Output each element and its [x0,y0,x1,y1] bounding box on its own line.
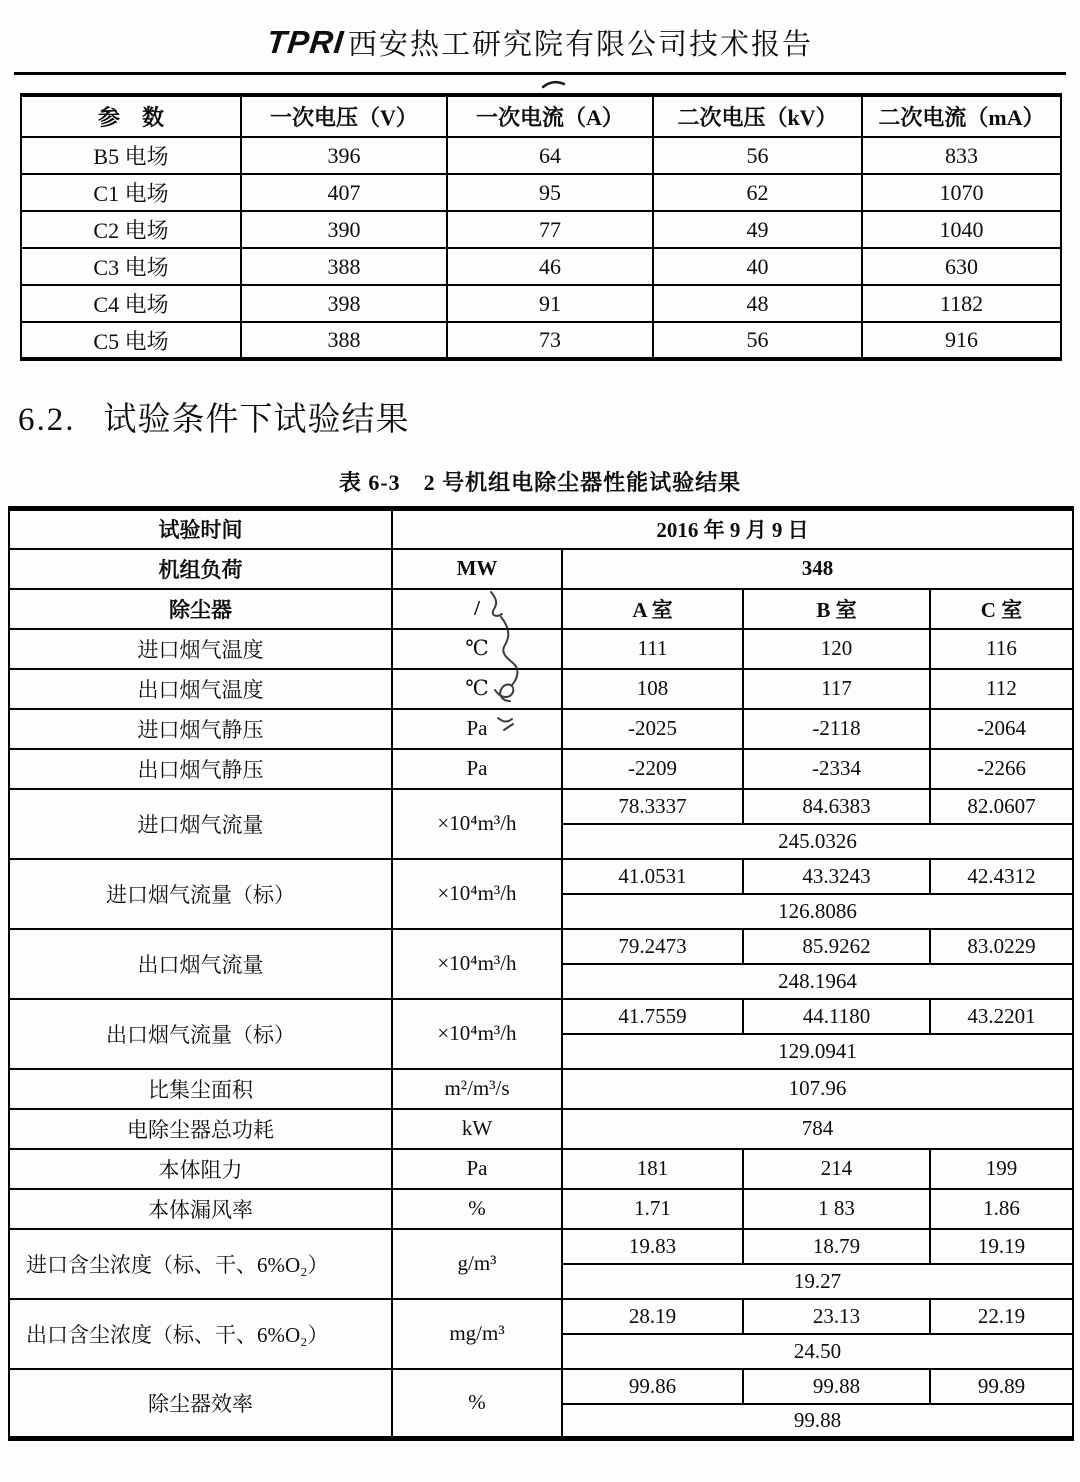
param-label: 本体阻力 [9,1149,392,1189]
param-label: 进口烟气静压 [9,709,392,749]
value-cell: 1182 [862,285,1061,322]
table-row [9,999,1073,1034]
value-cell: 43.3243 [743,859,930,894]
value-cell: 19.19 [930,1229,1073,1264]
param-label: 出口烟气静压 [9,749,392,789]
table-row [21,211,1061,248]
value-cell: 23.13 [743,1299,930,1334]
value-cell: 41.7559 [562,999,743,1034]
value-cell: 49 [653,211,862,248]
param-label: 机组负荷 [9,549,392,589]
value-cell: 107.96 [562,1069,1073,1109]
value-cell: 630 [862,248,1061,285]
unit-cell: ℃ [392,669,562,709]
total-cell: 126.8086 [562,894,1073,929]
value-cell: 398 [241,285,447,322]
value-cell: 79.2473 [562,929,743,964]
param-label: 出口烟气流量（标） [9,999,392,1069]
value-cell: 48 [653,285,862,322]
value-cell: 77 [447,211,653,248]
value-cell: 46 [447,248,653,285]
value-cell: 833 [862,137,1061,174]
param-label: 出口烟气流量 [9,929,392,999]
value-cell: -2118 [743,709,930,749]
param-label: 出口含尘浓度（标、干、6%O₂） [9,1299,392,1369]
table1-header-primary-current: 一次电流（A） [447,95,653,137]
power-supply-table [20,93,1062,361]
value-cell: 120 [743,629,930,669]
value-cell: 95 [447,174,653,211]
value-cell: 1070 [862,174,1061,211]
table1-header-param: 参 数 [21,95,241,137]
table-row [9,1109,1073,1149]
section-number: 6.2. [18,402,76,438]
table-row [9,1369,1073,1404]
total-cell: 248.1964 [562,964,1073,999]
value-cell: 99.89 [930,1369,1073,1404]
value-cell: 1.86 [930,1189,1073,1229]
unit-cell: / [392,589,562,629]
param-label: 进口烟气流量 [9,789,392,859]
value-cell: 43.2201 [930,999,1073,1034]
tpri-logo: TPRI [265,24,346,60]
field-label: C3 电场 [21,248,241,285]
table-row [9,1069,1073,1109]
table-row [9,1299,1073,1334]
table1-header-row [21,95,1061,137]
table1-header-primary-voltage: 一次电压（V） [241,95,447,137]
value-cell: 64 [447,137,653,174]
unit-cell: ℃ [392,629,562,669]
param-label: 进口烟气流量（标） [9,859,392,929]
value-cell: 82.0607 [930,789,1073,824]
unit-cell: Pa [392,749,562,789]
value-cell: 390 [241,211,447,248]
table-row [9,1229,1073,1264]
unit-cell: mg/m³ [392,1299,562,1369]
value-cell: 784 [562,1109,1073,1149]
value-cell: 116 [930,629,1073,669]
value-cell: -2025 [562,709,743,749]
table-row [9,1149,1073,1189]
unit-cell: ×10⁴m³/h [392,929,562,999]
value-cell: 28.19 [562,1299,743,1334]
param-label: 电除尘器总功耗 [9,1109,392,1149]
table-row [9,789,1073,824]
results-table [8,506,1074,1441]
total-cell: 99.88 [562,1404,1073,1439]
value-cell: 99.88 [743,1369,930,1404]
param-label: 进口烟气温度 [9,629,392,669]
unit-cell: % [392,1189,562,1229]
param-label: 除尘器 [9,589,392,629]
table-row [9,549,1073,589]
chamber-a-header: A 室 [562,589,743,629]
table-row [21,322,1061,359]
value-cell: 56 [653,322,862,359]
unit-cell: g/m³ [392,1229,562,1299]
value-cell: 2016 年 9 月 9 日 [392,509,1073,549]
value-cell: 348 [562,549,1073,589]
value-cell: 214 [743,1149,930,1189]
total-cell: 129.0941 [562,1034,1073,1069]
value-cell: -2266 [930,749,1073,789]
value-cell: 56 [653,137,862,174]
unit-cell: % [392,1369,562,1439]
table1-header-secondary-voltage: 二次电压（kV） [653,95,862,137]
value-cell: 41.0531 [562,859,743,894]
section-title: 试验条件下试验结果 [103,402,410,438]
value-cell: 1.71 [562,1189,743,1229]
scan-tilde-mark [543,82,564,87]
value-cell: 199 [930,1149,1073,1189]
table-row [9,1189,1073,1229]
value-cell: 181 [562,1149,743,1189]
total-cell: 24.50 [562,1334,1073,1369]
table-row [9,629,1073,669]
table2-caption: 表 6-3 2 号机组电除尘器性能试验结果 [338,470,742,495]
unit-cell: ×10⁴m³/h [392,859,562,929]
value-cell: 40 [653,248,862,285]
table-row [9,509,1073,549]
unit-cell: ×10⁴m³/h [392,789,562,859]
value-cell: -2064 [930,709,1073,749]
unit-cell: Pa [392,1149,562,1189]
unit-cell: kW [392,1109,562,1149]
param-label: 比集尘面积 [9,1069,392,1109]
field-label: C2 电场 [21,211,241,248]
value-cell: 1 83 [743,1189,930,1229]
value-cell: 117 [743,669,930,709]
value-cell: 22.19 [930,1299,1073,1334]
value-cell: 18.79 [743,1229,930,1264]
value-cell: 916 [862,322,1061,359]
table-row [9,669,1073,709]
field-label: C4 电场 [21,285,241,322]
total-cell: 19.27 [562,1264,1073,1299]
table-row [21,285,1061,322]
table-row [9,749,1073,789]
unit-cell: Pa [392,709,562,749]
table-row [9,859,1073,894]
value-cell: 44.1180 [743,999,930,1034]
value-cell: 85.9262 [743,929,930,964]
value-cell: -2334 [743,749,930,789]
unit-cell: ×10⁴m³/h [392,999,562,1069]
table-row [9,709,1073,749]
section-heading [18,393,1080,440]
value-cell: 84.6383 [743,789,930,824]
table-row [21,137,1061,174]
value-cell: 388 [241,248,447,285]
param-label: 本体漏风率 [9,1189,392,1229]
table1-header-secondary-current: 二次电流（mA） [862,95,1061,137]
field-label: C1 电场 [21,174,241,211]
value-cell: -2209 [562,749,743,789]
total-cell: 245.0326 [562,824,1073,859]
chamber-c-header: C 室 [930,589,1073,629]
value-cell: 99.86 [562,1369,743,1404]
value-cell: 112 [930,669,1073,709]
page-header [0,0,1080,63]
unit-cell: MW [392,549,562,589]
value-cell: 19.83 [562,1229,743,1264]
value-cell: 62 [653,174,862,211]
value-cell: 91 [447,285,653,322]
param-label: 进口含尘浓度（标、干、6%O₂） [9,1229,392,1299]
param-label: 除尘器效率 [9,1369,392,1439]
value-cell: 1040 [862,211,1061,248]
field-label: B5 电场 [21,137,241,174]
page-header-title: 西安热工研究院有限公司技术报告 [347,29,813,61]
value-cell: 78.3337 [562,789,743,824]
chamber-b-header: B 室 [743,589,930,629]
value-cell: 407 [241,174,447,211]
table-row [21,174,1061,211]
header-rule [14,72,1066,75]
value-cell: 111 [562,629,743,669]
table-row [9,589,1073,629]
field-label: C5 电场 [21,322,241,359]
value-cell: 83.0229 [930,929,1073,964]
value-cell: 388 [241,322,447,359]
value-cell: 42.4312 [930,859,1073,894]
param-label: 出口烟气温度 [9,669,392,709]
value-cell: 108 [562,669,743,709]
value-cell: 73 [447,322,653,359]
table-row [21,248,1061,285]
table-row [9,929,1073,964]
value-cell: 396 [241,137,447,174]
unit-cell: m²/m³/s [392,1069,562,1109]
param-label: 试验时间 [9,509,392,549]
